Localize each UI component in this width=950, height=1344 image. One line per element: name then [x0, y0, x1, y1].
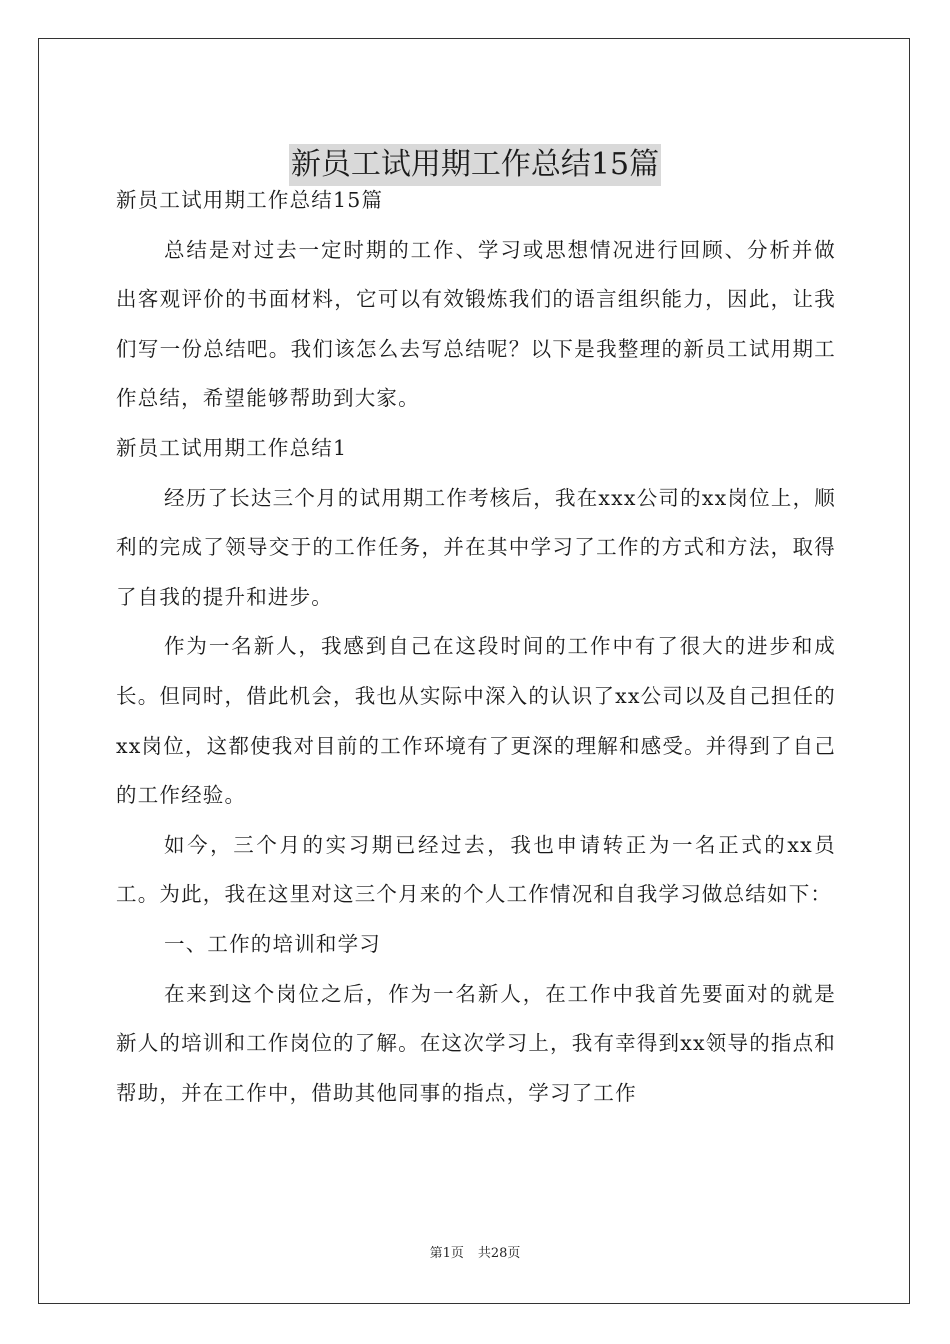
intro-paragraph: 总结是对过去一定时期的工作、学习或思想情况进行回顾、分析并做出客观评价的书面材料，它可以有效锻炼我们的语言组织能力，因此，让我们写一份总结吧。我们该怎么去写总结呢？以下是我整理的新员工试用期工作总结，希望能够帮助到大家。: [116, 237, 836, 411]
body-paragraph: 经历了长达三个月的试用期工作考核后，我在xxx公司的xx岗位上，顺利的完成了领导交于的工作任务，并在其中学习了工作的方式和方法，取得了自我的提升和进步。: [116, 485, 836, 609]
document-title: 新员工试用期工作总结15篇: [289, 144, 661, 186]
page-total: 共28页: [477, 1246, 521, 1261]
subtitle-line: 新员工试用期工作总结15篇: [116, 188, 384, 212]
subsection-heading: 一、工作的培训和学习: [164, 931, 381, 956]
body-paragraph: 作为一名新人，我感到自己在这段时间的工作中有了很大的进步和成长。但同时，借此机会，我也从实际中深入的认识了xx公司以及自己担任的xx岗位，这都使我对目前的工作环境有了更深的理解和感受。并得到了自己的工作经验。: [116, 634, 836, 808]
page-number: 第1页: [429, 1246, 464, 1261]
section-heading: 新员工试用期工作总结1: [116, 435, 348, 460]
document-body: [116, 176, 836, 1118]
body-paragraph: 如今，三个月的实习期已经过去，我也申请转正为一名正式的xx员工。为此，我在这里对这三个月来的个人工作情况和自我学习做总结如下：: [116, 832, 836, 907]
page-footer: [0, 1245, 950, 1263]
body-paragraph: 在来到这个岗位之后，作为一名新人，在工作中我首先要面对的就是新人的培训和工作岗位的了解。在这次学习上，我有幸得到xx领导的指点和帮助，并在工作中，借助其他同事的指点，学习了工作: [116, 981, 836, 1105]
